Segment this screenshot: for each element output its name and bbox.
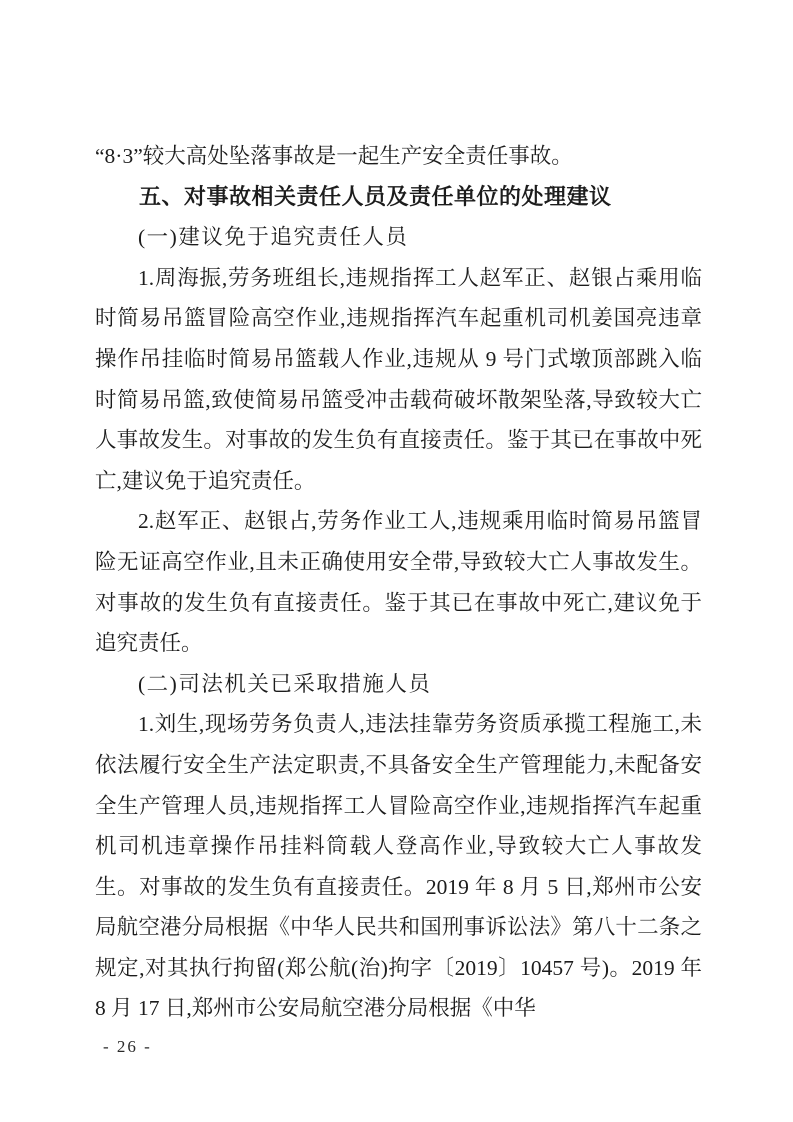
- paragraph-person-3: 1.刘生,现场劳务负责人,违法挂靠劳务资质承揽工程施工,未依法履行安全生产法定职责,不具备安全生产管理能力,未配备安全生产管理人员,违规指挥工人冒险高空作业,违规指挥汽车起重机司机违章操作吊挂料筒载人登高作业,导致较大亡人事故发生。对事故的发生负有直接责任。2019 年 8 月 5 日,郑州市公安局航空港分局根据《中华人民共和国刑事诉讼法》第八十二条之规定,对其执行拘留(郑公航(治)拘字〔2019〕10457 号)。2019 年 8 月 17 日,郑州市公安局航空港分局根据《中华: [95, 712, 702, 1021]
- paragraph-conclusion-continuation: “8·3”较大高处坠落事故是一起生产安全责任事故。: [95, 144, 573, 168]
- subsection-heading-2: (二)司法机关已采取措施人员: [138, 671, 432, 696]
- section-heading-5: 五、对事故相关责任人员及责任单位的处理建议: [139, 183, 612, 209]
- page-number: - 26 -: [103, 1037, 152, 1056]
- document-body: [95, 136, 702, 1029]
- subsection-heading-1: (一)建议免于追究责任人员: [138, 225, 409, 250]
- paragraph-person-1: 1.周海振,劳务班组长,违规指挥工人赵军正、赵银占乘用临时简易吊篮冒险高空作业,违规指挥汽车起重机司机姜国亮违章操作吊挂临时简易吊篮载人作业,违规从 9 号门式墩顶部跳入临时简易吊篮,致使简易吊篮受冲击载荷破坏散架坠落,导致较大亡人事故发生。对事故的发生负有直接责任。鉴于其已在事故中死亡,建议免于追究责任。: [95, 265, 702, 493]
- paragraph-person-2: 2.赵军正、赵银占,劳务作业工人,违规乘用临时简易吊篮冒险无证高空作业,且未正确使用安全带,导致较大亡人事故发生。对事故的发生负有直接责任。鉴于其已在事故中死亡,建议免于追究责任。: [95, 509, 702, 656]
